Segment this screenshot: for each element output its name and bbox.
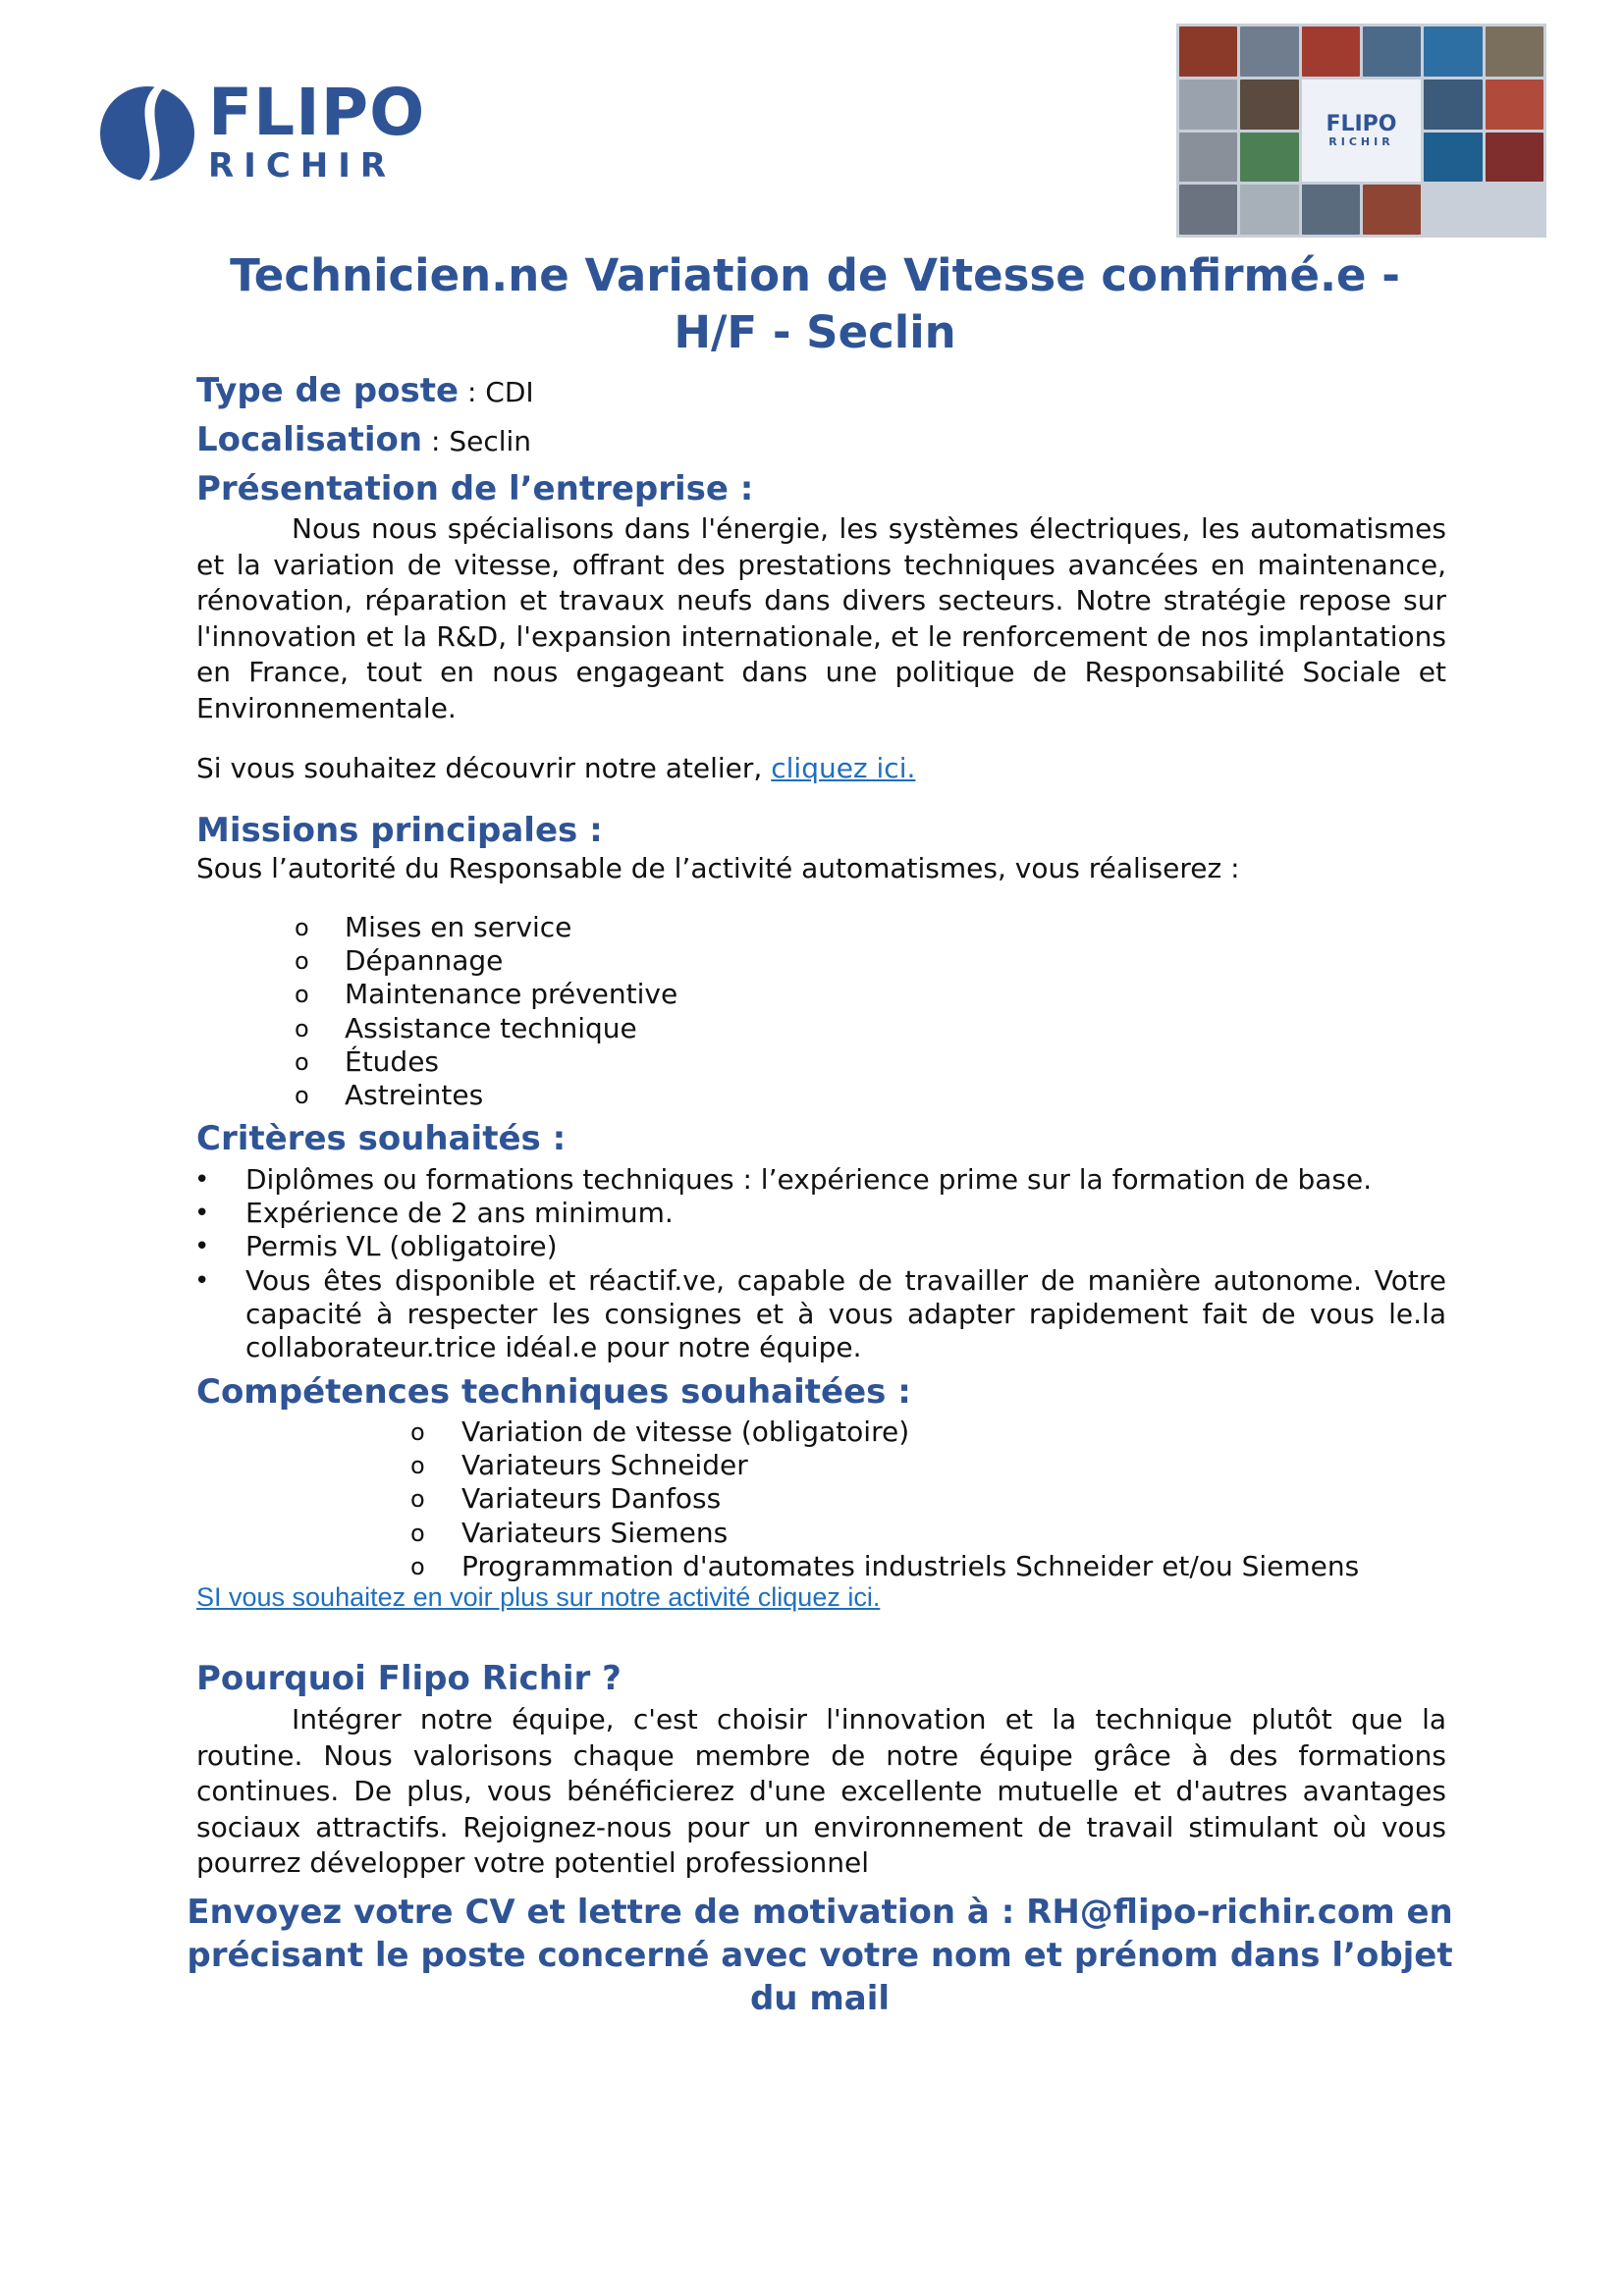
pourquoi-text: Intégrer notre équipe, c'est choisir l'innovation et la technique plutôt que la routine. Nous valorisons chaque membre de notre équipe grâce à des formations continues. De plus, vous bénéficierez d'une excellente mutuelle et d'autres avantages sociaux attractifs. Rejoignez-nous pour un environnement de travail stimulant où vous pourrez développer votre potentiel professionnel [196, 1703, 1446, 1880]
presentation-heading: Présentation de l’entreprise : [196, 469, 754, 508]
competences-heading: Compétences techniques souhaitées : [196, 1372, 911, 1412]
criteres-heading: Critères souhaités : [196, 1119, 567, 1158]
list-item: o Variation de vitesse (obligatoire) [410, 1415, 910, 1448]
circle-bullet-icon: o [410, 1452, 425, 1480]
location-value: Seclin [449, 425, 532, 457]
pourquoi-heading: Pourquoi Flipo Richir ? [196, 1659, 622, 1698]
collage-logo [1302, 80, 1422, 183]
missions-list [295, 911, 678, 1112]
logo-word-flipo: FLIPO [208, 75, 426, 150]
circle-bullet-icon: o [295, 981, 309, 1009]
circle-bullet-icon: o [410, 1552, 425, 1580]
list-item: o Mises en service [295, 911, 572, 943]
list-item: • Permis VL (obligatoire) [194, 1230, 558, 1263]
collage-photo [1179, 27, 1237, 77]
list-item: o Assistance technique [295, 1011, 637, 1044]
presentation-text: Nous nous spécialisons dans l'énergie, les systèmes électriques, les automatismes et la variation de vitesse, offrant des prestations techniques avancées en maintenance, rénovation, réparation et travaux neufs dans divers secteurs. Notre stratégie repose sur l'innovation et la R&D, l'expansion internationale, et le renforcement de nos implantations en France, tout en nous engageant dans une politique de Responsabilité Sociale et Environnementale. [196, 512, 1446, 724]
circle-bullet-icon: o [410, 1418, 425, 1446]
activity-link[interactable]: SI vous souhaitez en voir plus sur notre activité cliquez ici. [196, 1582, 881, 1612]
atelier-line [196, 750, 915, 786]
pourquoi-paragraph [196, 1702, 1446, 1882]
atelier-text: Si vous souhaitez découvrir notre atelier, [196, 752, 772, 784]
collage-photo [1424, 27, 1482, 77]
competences-list [410, 1415, 1360, 1583]
collage-photo [1302, 27, 1360, 77]
collage-photo [1486, 133, 1543, 183]
job-type-value: CDI [485, 376, 534, 408]
collage-photo [1179, 80, 1237, 130]
list-item: o Astreintes [295, 1079, 484, 1112]
collage-photo [1240, 27, 1298, 77]
collage-logo-richir: RICHIR [1328, 134, 1394, 148]
list-item: • Diplômes ou formations techniques : l’expérience prime sur la formation de base. [194, 1163, 1373, 1196]
application-instructions [187, 1891, 1453, 2020]
circle-bullet-icon: o [295, 914, 309, 941]
collage-photo [1424, 80, 1482, 130]
circle-bullet-icon: o [295, 947, 309, 976]
list-item: o Variateurs Schneider [410, 1449, 748, 1482]
collage-photo [1486, 80, 1543, 130]
bullet-icon: • [194, 1232, 210, 1262]
list-item: • Vous êtes disponible et réactif.ve, capable de travailler de manière autonome. Votre capacité à respecter les consignes et à vous adapter rapidement fait de vous le.la collaborateur.trice idéal.e pour notre équipe. [194, 1263, 1446, 1364]
atelier-link[interactable]: cliquez ici. [771, 752, 916, 784]
page-title-line: Technicien.ne Variation de Vitesse confirmé.e - [230, 249, 1400, 301]
cta-line: du mail [749, 1979, 891, 2018]
cta-line: Envoyez votre CV et lettre de motivation à : RH@flipo-richir.com en [187, 1893, 1453, 1932]
circle-bullet-icon: o [295, 1082, 309, 1110]
missions-intro: Sous l’autorité du Responsable de l’activité automatismes, vous réaliserez : [196, 852, 1240, 884]
location-separator: : [422, 425, 450, 457]
collage-photo [1486, 27, 1543, 77]
page-title [157, 247, 1473, 361]
job-type-separator: : [459, 376, 486, 408]
circle-bullet-icon: o [295, 1047, 309, 1076]
collage-logo-flipo: FLIPO [1326, 111, 1397, 136]
page-title-line: H/F - Seclin [674, 306, 956, 358]
list-item: o Variateurs Siemens [410, 1516, 729, 1549]
job-type-row [196, 371, 534, 412]
location-row [196, 420, 531, 461]
photo-collage [1176, 24, 1546, 238]
job-type-label: Type de poste [196, 371, 460, 410]
logo-word-richir: RICHIR [208, 146, 397, 186]
collage-photo [1424, 133, 1482, 183]
list-item: o Études [295, 1044, 440, 1078]
collage-photo [1240, 185, 1298, 235]
list-item: o Dépannage [295, 944, 504, 978]
circle-bullet-icon: o [295, 1014, 309, 1042]
collage-photo [1363, 27, 1421, 77]
collage-photo [1179, 185, 1237, 235]
criteres-list [194, 1163, 1446, 1364]
collage-photo [1240, 133, 1298, 183]
collage-photo [1302, 185, 1360, 235]
list-item: o Programmation d'automates industriels Schneider et/ou Siemens [410, 1549, 1360, 1582]
location-label: Localisation [196, 420, 423, 459]
collage-photo [1240, 80, 1298, 130]
bullet-icon: • [194, 1199, 210, 1229]
collage-photo [1179, 133, 1237, 183]
collage-photo [1363, 185, 1421, 235]
missions-heading: Missions principales : [196, 811, 603, 850]
cta-line: précisant le poste concerné avec votre nom et prénom dans l’objet [187, 1936, 1453, 1975]
presentation-paragraph [196, 511, 1446, 727]
circle-bullet-icon: o [410, 1485, 425, 1514]
bullet-icon: • [194, 1165, 210, 1195]
logo-mark-icon [98, 84, 196, 183]
bullet-icon: • [194, 1265, 210, 1296]
company-logo [98, 75, 442, 192]
list-item: o Variateurs Danfoss [410, 1482, 722, 1516]
list-item: • Expérience de 2 ans minimum. [194, 1197, 674, 1230]
circle-bullet-icon: o [410, 1519, 425, 1547]
list-item: o Maintenance préventive [295, 978, 678, 1011]
